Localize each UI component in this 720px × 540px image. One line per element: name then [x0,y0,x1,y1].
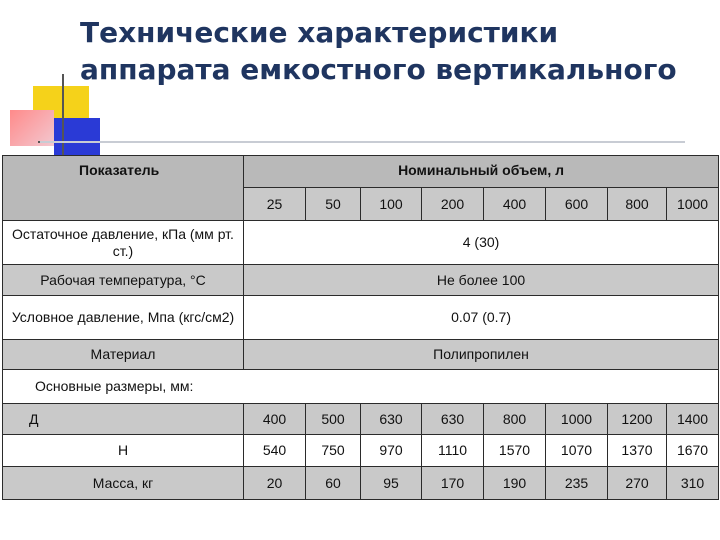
table-cell: 1400 [667,404,719,435]
specs-table [2,155,719,500]
table-cell: 270 [608,467,667,500]
table-cell: 1670 [667,435,719,467]
page-title [80,14,710,88]
table-cell: 630 [422,404,484,435]
table-cell: 500 [306,404,361,435]
table-cell: 970 [361,435,422,467]
title-underline [40,141,685,143]
row-working-temp-value: Не более 100 [244,265,719,296]
title-line-1: Технические характеристики [80,16,559,49]
table-cell: 750 [306,435,361,467]
table-cell: 1570 [484,435,546,467]
table-cell: 540 [244,435,306,467]
volume-200: 200 [422,188,484,221]
volume-800: 800 [608,188,667,221]
table-cell: 60 [306,467,361,500]
volume-25: 25 [244,188,306,221]
table-cell: 1110 [422,435,484,467]
deco-blue-square [54,118,100,158]
table-cell: 95 [361,467,422,500]
volume-50: 50 [306,188,361,221]
row-material-value: Полипропилен [244,340,719,370]
table-cell: 170 [422,467,484,500]
table-cell: 630 [361,404,422,435]
table-cell: 20 [244,467,306,500]
section-main-dimensions: Основные размеры, мм: [3,370,719,404]
table-cell: 190 [484,467,546,500]
volume-400: 400 [484,188,546,221]
header-nominal-volume: Номинальный объем, л [244,156,719,188]
row-nominal-pressure-value: 0.07 (0.7) [244,296,719,340]
row-material-label: Материал [3,340,244,370]
header-indicator: Показатель [3,156,244,221]
row-working-temp-label: Рабочая температура, °С [3,265,244,296]
volume-600: 600 [546,188,608,221]
title-line-2: аппарата емкостного вертикального [80,53,677,86]
volume-100: 100 [361,188,422,221]
table-cell: 1370 [608,435,667,467]
table-cell: 235 [546,467,608,500]
deco-vertical-line [62,74,64,158]
table-cell: 310 [667,467,719,500]
volume-1000: 1000 [667,188,719,221]
table-cell: 1000 [546,404,608,435]
row-mass-label: Масса, кг [3,467,244,500]
table-cell: 1070 [546,435,608,467]
table-cell: 1200 [608,404,667,435]
row-diameter-label: Д [3,404,244,435]
table-cell: 800 [484,404,546,435]
row-residual-pressure-label: Остаточное давление, кПа (мм рт. ст.) [3,221,244,265]
table-cell: 400 [244,404,306,435]
row-residual-pressure-value: 4 (30) [244,221,719,265]
row-nominal-pressure-label: Условное давление, Мпа (кгс/см2) [3,296,244,340]
row-height-label: Н [3,435,244,467]
